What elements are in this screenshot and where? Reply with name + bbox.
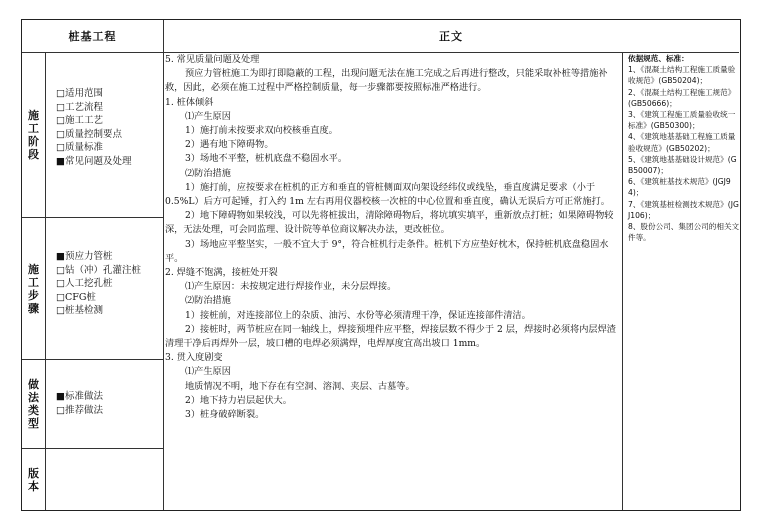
body-paragraph: 2. 焊缝不饱满，接桩处开裂 bbox=[165, 267, 278, 279]
stage-item-list bbox=[56, 87, 132, 168]
stage-item-technique[interactable]: □施工工艺 bbox=[56, 115, 103, 126]
stage-item-common-issues[interactable]: ■常见问题及处理 bbox=[56, 155, 132, 167]
body-paragraph: 1）接桩前，对连接部位上的杂质、油污、水份等必须清理干净，保证连接部件清洁。 bbox=[185, 309, 531, 321]
body-paragraph: 预应力管桩施工为即打即隐蔽的工程，出现问题无法在施工完成之后再进行整改，只能采取补桩等措施补救，因此，必须在施工过程中严格控制质量，每一步骤都要按照标准严格进行。 bbox=[165, 68, 608, 94]
method-item-recommended[interactable]: □推荐做法 bbox=[56, 404, 103, 416]
body-paragraph: ⑵防治措施 bbox=[185, 167, 231, 179]
reference-item: 4、《建筑地基基础工程施工质量验收规范》(GB50202)； bbox=[628, 132, 736, 153]
body-paragraph: 1）施打前未按要求双向校核垂直度。 bbox=[185, 125, 338, 137]
reference-item: 3、《建筑工程施工质量验收统一标准》(GB50300)； bbox=[628, 110, 736, 131]
body-paragraph: 2）地下障碍物如果较浅，可以先将桩拔出，清除障碍物后，将坑填实填平，重新放点打桩；如果障碍物较深，无法处理，可会同监理、设计院等单位商议解决办法，更改桩位。 bbox=[165, 210, 614, 236]
side-label-divider bbox=[45, 52, 46, 510]
reference-item: 5、《建筑地基基础设计规范》(GB50007)； bbox=[628, 154, 737, 176]
reference-item: 8、股份公司、集团公司的相关文件等。 bbox=[628, 222, 740, 243]
section-label-method-type: 做 法 类 型 bbox=[28, 378, 39, 430]
body-paragraph: 3）场地应平整坚实，一般不宜大于 9°，符合桩机行走条件。桩机下方应垫好枕木，保持桩机底盘稳固水平。 bbox=[165, 238, 609, 264]
method-item-list bbox=[56, 390, 103, 417]
body-paragraph: 5. 常见质量问题及处理 bbox=[165, 54, 260, 65]
reference-item: 2、《混凝土结构工程施工规范》(GB50666)； bbox=[628, 87, 736, 108]
left-header-title: 桩基工程 bbox=[68, 30, 117, 43]
body-paragraph: 2）遇有地下障碍物。 bbox=[185, 139, 274, 151]
document-table bbox=[21, 19, 741, 511]
reference-list bbox=[625, 53, 740, 243]
body-paragraph: 3）桩身破碎断裂。 bbox=[185, 409, 265, 421]
body-paragraph: 1. 桩体倾斜 bbox=[165, 96, 214, 108]
stage-item-scope[interactable]: □适用范围 bbox=[56, 88, 103, 99]
reference-title: 依据规范、标准： bbox=[628, 54, 689, 63]
body-paragraph: 2）地下持力岩层起伏大。 bbox=[185, 394, 292, 406]
reference-item: 7、《建筑基桩检测技术规范》(JGJ106)； bbox=[628, 199, 739, 220]
body-paragraph: 地质情况不明，地下存在有空洞、溶洞、夹层、古墓等。 bbox=[185, 380, 415, 392]
stage-item-quality-standard[interactable]: □质量标准 bbox=[56, 142, 103, 153]
left-column-divider bbox=[163, 20, 164, 510]
body-paragraph: ⑴产生原因：未按规定进行焊接作业，未分层焊接。 bbox=[185, 281, 397, 293]
body-paragraph: ⑵防治措施 bbox=[185, 295, 231, 307]
steps-item-bored-pile[interactable]: □钻（冲）孔灌注桩 bbox=[56, 264, 141, 276]
main-header-title: 正文 bbox=[439, 30, 463, 43]
body-paragraph: 3. 贯入度剧变 bbox=[165, 352, 223, 364]
section-label-version: 版 本 bbox=[28, 467, 39, 493]
reference-item: 1、《混凝土结构工程施工质量验收规范》(GB50204)； bbox=[628, 65, 736, 86]
steps-item-pile-testing[interactable]: □桩基检测 bbox=[56, 305, 103, 316]
reference-item: 6、《建筑桩基技术规范》(JGJ94)； bbox=[628, 177, 731, 198]
body-paragraph: 2）接桩时，两节桩应在同一轴线上，焊接预埋件应平整，焊接层数不得少于 2 层，焊接时必须将内层焊渣清理干净后再焊外一层，坡口槽的电焊必须满焊，电焊厚度宜高出坡口 1mm。 bbox=[165, 323, 616, 350]
section-label-stage: 施 工 阶 段 bbox=[28, 109, 39, 161]
section-label-steps: 施 工 步 骤 bbox=[28, 262, 39, 315]
body-paragraph: 1）施打前，应按要求在桩机的正方和垂直的管桩侧面双向架设经纬仪或线坠，垂直度满足要求（小于 0.5%L）后方可起锤，打入约 1m 左右再用仪器校核一次桩的中心位置和垂直度，确认无误后方可正常施打。 bbox=[165, 181, 610, 208]
steps-item-cfg-pile[interactable]: □CFG桩 bbox=[56, 291, 96, 303]
stage-item-process[interactable]: □工艺流程 bbox=[56, 101, 103, 113]
body-paragraph: ⑴产生原因 bbox=[185, 366, 231, 378]
main-body-text bbox=[165, 53, 624, 422]
method-item-standard[interactable]: ■标准做法 bbox=[56, 391, 103, 402]
steps-item-list bbox=[56, 250, 141, 318]
body-paragraph: ⑴产生原因 bbox=[185, 110, 231, 122]
steps-item-manual-pile[interactable]: □人工挖孔桩 bbox=[56, 278, 113, 289]
steps-item-prestressed-pile[interactable]: ■预应力管桩 bbox=[56, 251, 113, 262]
body-paragraph: 3）场地不平整，桩机底盘不稳固水平。 bbox=[185, 153, 348, 165]
stage-item-quality-points[interactable]: □质量控制要点 bbox=[56, 128, 122, 140]
